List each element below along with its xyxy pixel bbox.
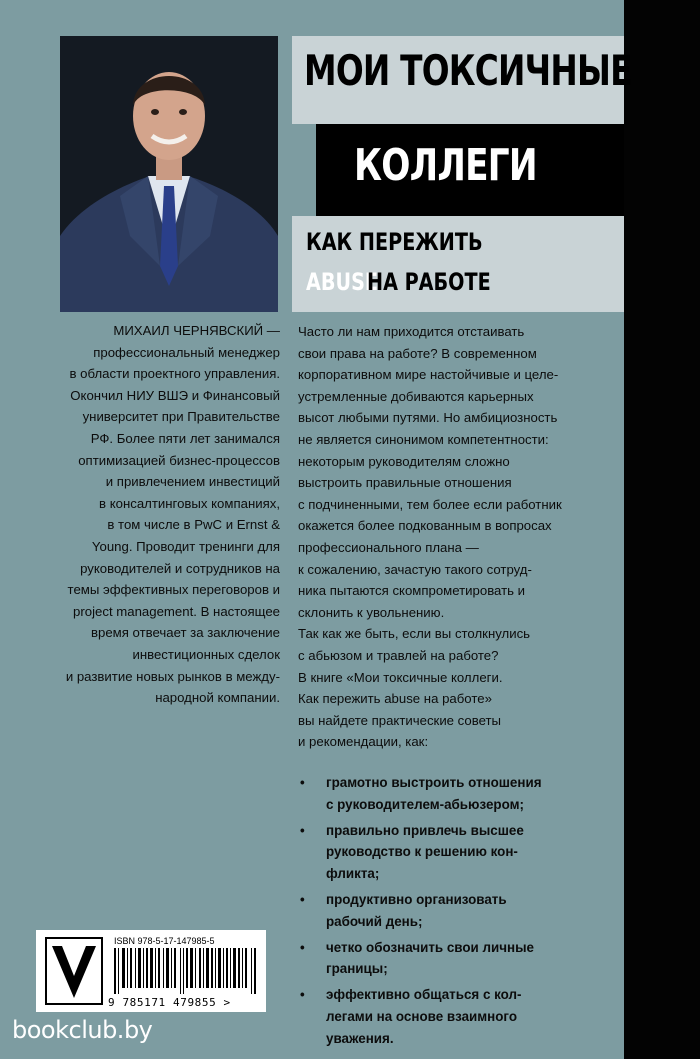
bullet-line: правильно привлечь высшее: [326, 822, 524, 838]
bullet-line: легами на основе взаимного: [326, 1008, 517, 1024]
bio-line: университет при Правительстве: [82, 409, 280, 425]
bullet-line: границы;: [326, 961, 388, 977]
description-line: профессионального плана —: [298, 539, 479, 555]
description-line: некоторым руководителям сложно: [298, 453, 510, 469]
bullet-line: эффективно общаться с кол-: [326, 987, 522, 1003]
bio-line: оптимизацией бизнес-процессов: [78, 452, 280, 468]
description-line: выстроить правильные отношения: [298, 475, 512, 491]
description-line: свои права на работе? В современном: [298, 345, 537, 361]
bio-line: Young. Проводит тренинги для: [91, 538, 280, 554]
subtitle-rest: НА РАБОТЕ: [367, 268, 491, 296]
bio-line: в консалтинговых компаниях,: [99, 495, 280, 511]
bullet-line: с руководителем-абьюзером;: [326, 796, 524, 812]
list-item: [298, 820, 618, 885]
bio-line: темы эффективных переговоров и: [67, 582, 280, 598]
bullet-line: грамотно выстроить отношения: [326, 775, 542, 790]
subtitle-abuse: ABUSE: [306, 268, 379, 296]
description-line: окажется более подкованным в вопросах: [298, 518, 552, 534]
isbn-text: ISBN 978-5-17-147985-5: [114, 936, 215, 946]
bio-line: МИХАИЛ ЧЕРНЯВСКИЙ —: [113, 323, 280, 338]
bio-line: в области проектного управления.: [69, 366, 280, 382]
description-line: к сожалению, зачастую такого сотруд-: [298, 561, 532, 577]
bio-line: профессиональный менеджер: [93, 344, 280, 360]
description-line: склонить к увольнению.: [298, 604, 445, 620]
bullet-line: продуктивно организовать: [326, 891, 507, 907]
description-line: Так как же быть, если вы столкнулись: [298, 626, 531, 642]
bullet-icon: •: [300, 987, 305, 1003]
description-line: ника пытаются скомпрометировать и: [298, 583, 526, 599]
description-line: и рекомендации, как:: [298, 734, 429, 750]
author-bio: [0, 320, 280, 709]
list-item: [298, 984, 618, 1049]
description-line: не является синонимом компетентности:: [298, 431, 549, 447]
bullet-icon: •: [300, 822, 305, 838]
barcode-digits: 9 785171 479855 >: [108, 996, 231, 1009]
bullet-line: руководство к решению кон-: [326, 844, 518, 860]
description-line: корпоративном мире настойчивые и целе-: [298, 367, 559, 383]
bio-line: в том числе в PwC и Ernst &: [107, 517, 280, 533]
bio-line: руководителей и сотрудников на: [80, 560, 280, 576]
bio-line: народной компании.: [155, 690, 280, 706]
title-line-2: КОЛЛЕГИ: [354, 140, 537, 191]
bio-line: и развитие новых рынков в между-: [65, 668, 280, 684]
subtitle-line-1: КАК ПЕРЕЖИТЬ: [306, 228, 483, 256]
description-line: высот любыми путями. Но амбициозность: [298, 410, 558, 426]
list-item: [298, 889, 618, 933]
title-line-1: МОИ ТОКСИЧНЫЕ: [304, 46, 632, 95]
description-line: В книге «Мои токсичные коллеги.: [298, 669, 503, 685]
publisher-logo-icon: [44, 936, 104, 1006]
bio-line: Окончил НИУ ВШЭ и Финансовый: [70, 387, 280, 403]
bullet-line: уважения.: [326, 1030, 394, 1046]
bio-line: время отвечает за заключение: [90, 625, 280, 641]
bio-line: project management. В настоящее: [73, 603, 280, 619]
description-line: Как пережить abuse на работе»: [298, 691, 492, 707]
bullet-icon: •: [300, 775, 305, 790]
list-item: [298, 937, 618, 981]
description-line: с подчиненными, тем более если работник: [298, 496, 562, 512]
description-line: Часто ли нам приходится отстаивать: [298, 324, 525, 339]
barcode-icon: [114, 948, 258, 994]
bio-line: инвестиционных сделок: [132, 646, 280, 662]
bullet-line: четко обозначить свои личные: [326, 939, 534, 955]
bullet-icon: •: [300, 891, 305, 907]
list-item: [298, 772, 618, 816]
book-description: [298, 321, 618, 753]
bullet-icon: •: [300, 939, 305, 955]
author-photo: [60, 36, 278, 312]
description-line: с абьюзом и травлей на работе?: [298, 647, 499, 663]
bullet-list: [298, 772, 618, 1054]
description-line: устремленные добиваются карьерных: [298, 388, 534, 404]
bio-line: и привлечением инвестиций: [105, 474, 280, 490]
watermark-text: bookclub.by: [12, 1016, 153, 1044]
bullet-line: рабочий день;: [326, 913, 423, 929]
description-line: вы найдете практические советы: [298, 712, 502, 728]
book-spine: [624, 0, 700, 1059]
bullet-line: фликта;: [326, 866, 380, 882]
bio-line: РФ. Более пяти лет занимался: [90, 430, 280, 446]
